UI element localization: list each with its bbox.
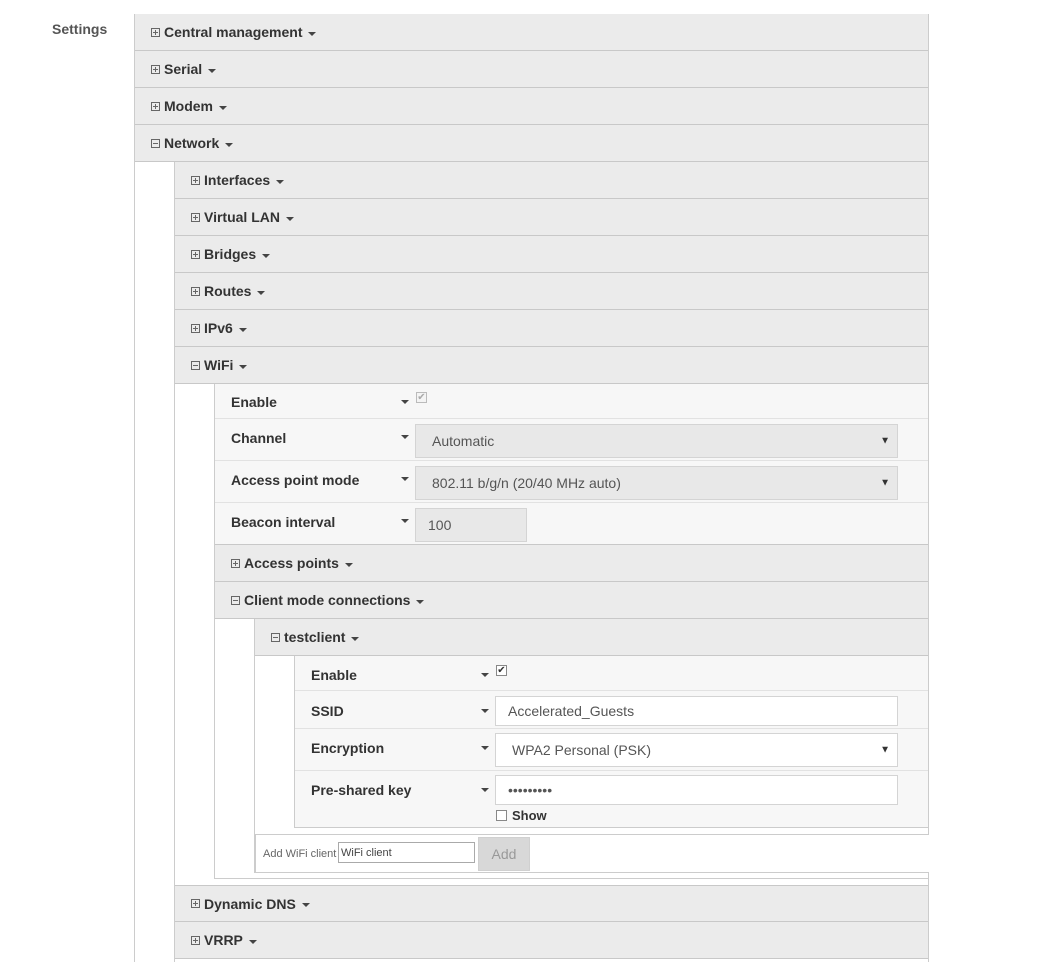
- section-label: Modem: [164, 98, 213, 114]
- caret-down-icon: [302, 903, 310, 907]
- caret-down-icon: [239, 328, 247, 332]
- plus-square-icon: [231, 559, 240, 568]
- section-vrrp[interactable]: [175, 922, 928, 959]
- section-routes[interactable]: [175, 273, 928, 310]
- field-label: Pre-shared key: [311, 782, 412, 798]
- caret-down-icon: [262, 254, 270, 258]
- section-label: IPv6: [204, 320, 233, 336]
- client-ssid-row: [295, 691, 928, 729]
- caret-down-icon: [208, 69, 216, 73]
- beacon-interval-input[interactable]: 100: [415, 508, 527, 542]
- section-label: Bridges: [204, 246, 257, 262]
- section-central-management[interactable]: [135, 14, 928, 51]
- caret-down-icon[interactable]: [401, 435, 409, 439]
- caret-down-icon[interactable]: [481, 746, 489, 750]
- client-enable-row: [295, 656, 928, 691]
- channel-value: Automatic: [432, 433, 495, 449]
- caret-down-icon: [416, 600, 424, 604]
- section-label: Routes: [204, 283, 252, 299]
- caret-down-icon: [225, 143, 233, 147]
- add-wifi-client-row: [255, 834, 929, 873]
- section-label: VRRP: [204, 932, 243, 948]
- wifi-ap-mode-row: [215, 461, 928, 503]
- encryption-select[interactable]: [495, 733, 898, 767]
- ssid-input[interactable]: Accelerated_Guests: [495, 696, 898, 726]
- wifi-beacon-row: [215, 503, 928, 545]
- plus-square-icon: [191, 213, 200, 222]
- caret-down-icon: [345, 563, 353, 567]
- plus-square-icon: [191, 250, 200, 259]
- section-testclient[interactable]: [255, 619, 928, 656]
- triangle-down-icon: ▼: [880, 477, 890, 489]
- section-label: Access points: [244, 555, 339, 571]
- caret-down-icon[interactable]: [401, 477, 409, 481]
- section-label: Central management: [164, 24, 303, 40]
- channel-select[interactable]: [415, 424, 898, 458]
- section-label: Network: [164, 135, 220, 151]
- caret-down-icon[interactable]: [481, 673, 489, 677]
- section-wifi[interactable]: [175, 347, 928, 384]
- section-modem[interactable]: [135, 88, 928, 125]
- ap-mode-value: 802.11 b/g/n (20/40 MHz auto): [432, 475, 621, 491]
- psk-input[interactable]: •••••••••: [495, 775, 898, 805]
- wifi-enable-checkbox[interactable]: ✔: [417, 392, 426, 403]
- encryption-value: WPA2 Personal (PSK): [512, 742, 652, 758]
- caret-down-icon: [308, 32, 316, 36]
- add-button[interactable]: Add: [478, 837, 530, 871]
- section-virtual-lan[interactable]: [175, 199, 928, 236]
- section-dynamic-dns[interactable]: [175, 885, 928, 922]
- plus-square-icon: [151, 28, 160, 37]
- minus-square-icon: [271, 633, 280, 642]
- plus-square-icon: [191, 176, 200, 185]
- caret-down-icon: [249, 940, 257, 944]
- section-interfaces[interactable]: [175, 162, 928, 199]
- client-encryption-row: [295, 729, 928, 771]
- triangle-down-icon: ▼: [880, 435, 890, 447]
- plus-square-icon: [151, 65, 160, 74]
- add-wifi-client-input[interactable]: WiFi client: [338, 842, 475, 863]
- caret-down-icon[interactable]: [401, 400, 409, 404]
- plus-square-icon: [191, 936, 200, 945]
- field-label: Encryption: [311, 740, 385, 756]
- wifi-channel-row: [215, 419, 928, 461]
- minus-square-icon: [191, 361, 200, 370]
- section-client-mode-connections[interactable]: [215, 582, 928, 619]
- show-psk-checkbox[interactable]: [496, 810, 507, 821]
- settings-label: Settings: [52, 21, 108, 37]
- section-label: Virtual LAN: [204, 209, 280, 225]
- caret-down-icon: [276, 180, 284, 184]
- section-label: testclient: [284, 629, 346, 645]
- caret-down-icon[interactable]: [401, 519, 409, 523]
- wifi-bottom-line: [214, 878, 928, 879]
- caret-down-icon: [351, 637, 359, 641]
- section-ipv6[interactable]: [175, 310, 928, 347]
- field-label: Channel: [231, 430, 287, 446]
- field-label: Beacon interval: [231, 514, 336, 530]
- section-label: Client mode connections: [244, 592, 411, 608]
- caret-down-icon: [257, 291, 265, 295]
- section-label: Interfaces: [204, 172, 271, 188]
- caret-down-icon: [219, 106, 227, 110]
- field-label: Access point mode: [231, 472, 360, 488]
- section-label: Serial: [164, 61, 203, 77]
- ap-mode-select[interactable]: [415, 466, 898, 500]
- section-label: WiFi: [204, 357, 234, 373]
- caret-down-icon: [239, 365, 247, 369]
- show-psk-label: Show: [512, 808, 547, 823]
- plus-square-icon: [191, 324, 200, 333]
- plus-square-icon: [191, 287, 200, 296]
- client-enable-checkbox[interactable]: ✔: [497, 665, 506, 676]
- plus-square-icon: [191, 899, 200, 908]
- triangle-down-icon: ▼: [880, 744, 890, 756]
- plus-square-icon: [151, 102, 160, 111]
- field-label: SSID: [311, 703, 344, 719]
- client-psk-row: [295, 771, 928, 828]
- caret-down-icon[interactable]: [481, 788, 489, 792]
- add-wifi-client-label: Add WiFi client: [263, 848, 337, 860]
- caret-down-icon: [286, 217, 294, 221]
- section-access-points[interactable]: [215, 545, 928, 582]
- wifi-enable-row: [215, 384, 928, 419]
- section-serial[interactable]: [135, 51, 928, 88]
- field-label: Enable: [311, 667, 357, 683]
- section-network[interactable]: [135, 125, 928, 162]
- minus-square-icon: [231, 596, 240, 605]
- section-label: Dynamic DNS: [204, 895, 296, 912]
- minus-square-icon: [151, 139, 160, 148]
- field-label: Enable: [231, 394, 277, 410]
- section-bridges[interactable]: [175, 236, 928, 273]
- caret-down-icon[interactable]: [481, 709, 489, 713]
